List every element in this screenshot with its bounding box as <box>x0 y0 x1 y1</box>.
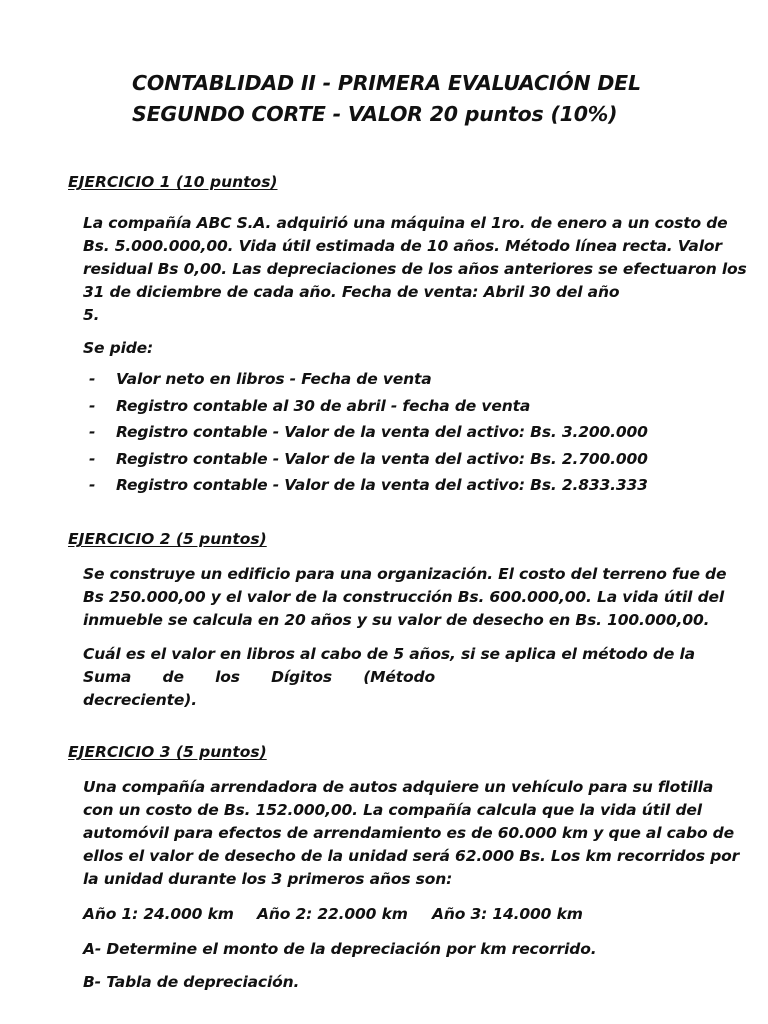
paragraph-line: ellos el valor de desecho de la unidad será 62.000 Bs. Los km recorridos por <box>83 847 740 865</box>
paragraph-line: 31 de diciembre de cada año. Fecha de venta: Abril 30 del año <box>83 283 620 301</box>
paragraph-line: residual Bs 0,00. Las depreciaciones de los años anteriores se efectuaron los <box>83 260 747 278</box>
paragraph-line: Suma de los Dígitos (Método <box>83 668 435 686</box>
year-3-mileage: Año 3: 14.000 km <box>432 905 583 923</box>
list-item: - Registro contable - Valor de la venta del activo: Bs. 3.200.000 <box>89 419 648 446</box>
exercise-3-heading: EJERCICIO 3 (5 puntos) <box>68 743 267 761</box>
bullet-dash: - <box>89 476 96 494</box>
paragraph-line: Se construye un edificio para una organización. El costo del terreno fue de <box>83 565 727 583</box>
paragraph-line: Cuál es el valor en libros al cabo de 5 años, si se aplica el método de la <box>83 645 695 663</box>
exercise-2-paragraph-1 <box>83 563 727 632</box>
paragraph-line: Bs. 5.000.000,00. Vida útil estimada de 10 años. Método línea recta. Valor <box>83 237 722 255</box>
paragraph-line: inmueble se calcula en 20 años y su valor de desecho en Bs. 100.000,00. <box>83 611 710 629</box>
paragraph-line: Una compañía arrendadora de autos adquiere un vehículo para su flotilla <box>83 778 714 796</box>
exercise-1-list <box>89 366 648 499</box>
year-2-mileage: Año 2: 22.000 km <box>257 905 408 923</box>
exercise-3-paragraph <box>83 776 740 891</box>
list-item: - Registro contable - Valor de la venta del activo: Bs. 2.833.333 <box>89 472 648 499</box>
paragraph-line: automóvil para efectos de arrendamiento es de 60.000 km y que al cabo de <box>83 824 734 842</box>
bullet-dash: - <box>89 370 96 388</box>
paragraph-line: 5. <box>83 306 100 324</box>
task-b: B- Tabla de depreciación. <box>83 973 300 991</box>
list-item: - Valor neto en libros - Fecha de venta <box>89 366 648 393</box>
exercise-2-paragraph-2 <box>83 643 709 712</box>
list-item: - Registro contable al 30 de abril - fecha de venta <box>89 393 648 420</box>
year-1-mileage: Año 1: 24.000 km <box>83 905 234 923</box>
exercise-2-heading: EJERCICIO 2 (5 puntos) <box>68 530 267 548</box>
task-a: A- Determine el monto de la depreciación por km recorrido. <box>83 940 597 958</box>
exercise-1-paragraph <box>83 212 747 327</box>
paragraph-line: la unidad durante los 3 primeros años son: <box>83 870 453 888</box>
bullet-dash: - <box>89 423 96 441</box>
bullet-dash: - <box>89 396 96 415</box>
title-line-1: CONTABLIDAD II - PRIMERA EVALUACIÓN DEL <box>132 71 641 95</box>
page-title <box>132 68 692 130</box>
title-line-2: SEGUNDO CORTE - VALOR 20 puntos (10%) <box>132 102 618 126</box>
paragraph-line: La compañía ABC S.A. adquirió una máquina el 1ro. de enero a un costo de <box>83 214 728 232</box>
exercise-1-heading: EJERCICIO 1 (10 puntos) <box>68 173 278 191</box>
se-pide-label: Se pide: <box>83 339 154 357</box>
mileage-by-year <box>83 903 583 925</box>
list-item: - Registro contable - Valor de la venta del activo: Bs. 2.700.000 <box>89 446 648 473</box>
bullet-dash: - <box>89 449 96 468</box>
paragraph-line: con un costo de Bs. 152.000,00. La compañía calcula que la vida útil del <box>83 801 702 819</box>
paragraph-line: decreciente). <box>83 691 197 709</box>
paragraph-line: Bs 250.000,00 y el valor de la construcción Bs. 600.000,00. La vida útil del <box>83 588 725 606</box>
